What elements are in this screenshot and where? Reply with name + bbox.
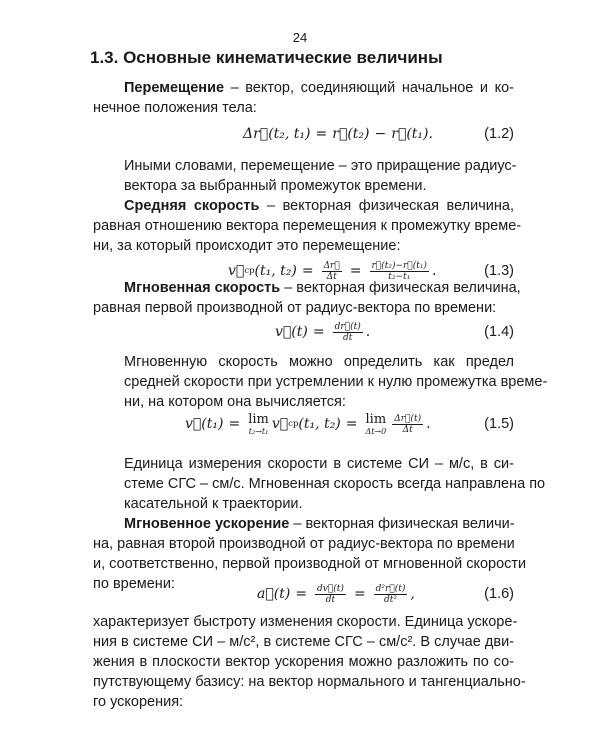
- equation-tail: .: [426, 416, 431, 432]
- paragraph-speed-units: [93, 454, 546, 514]
- text-line: характеризует быстроту изменения скорости. Единица ускоре-: [93, 614, 518, 630]
- text-line: равная первой производной от радиус-вектора по времени:: [93, 300, 497, 316]
- text-line: Мгновенную скорость можно определить как предел: [124, 354, 514, 370]
- equation-body: [275, 314, 370, 350]
- limit-subscript: t₂→t₁: [248, 426, 269, 436]
- equation-lhs: v⃗(t₁): [185, 416, 224, 432]
- text-line: [93, 196, 514, 216]
- subscript: ср: [288, 419, 299, 429]
- fraction-numerator: r⃗(t₂)−r⃗(t₁): [371, 260, 427, 271]
- fraction: [374, 584, 408, 605]
- text-line: ни, на котором она вычисляется:: [124, 394, 346, 410]
- text-line: ни, за который происходит это перемещение:: [93, 238, 401, 254]
- text-line: средней скорости при устремлении к нулю промежутка време-: [124, 374, 548, 390]
- limit-word: lim: [248, 411, 269, 427]
- term-instantaneous-acceleration: Мгновенное ускорение: [124, 516, 290, 532]
- paragraph-acceleration-units: [93, 612, 526, 712]
- text-line: [93, 278, 521, 298]
- paragraph-in-other-words: [93, 156, 517, 196]
- equation-args: (t₁, t₂): [254, 263, 297, 279]
- text-line: путствующему базису: на вектор нормального и тангенциально-: [93, 674, 526, 690]
- equals-sign: =: [301, 263, 314, 279]
- equation-args: (t₁, t₂): [298, 416, 341, 432]
- fraction-denominator: Δt: [402, 424, 413, 435]
- text-line: по времени:: [93, 576, 175, 592]
- text-line: [93, 514, 514, 534]
- equals-sign: =: [228, 416, 241, 432]
- equation-tail: .: [365, 324, 371, 340]
- limit: [365, 413, 386, 436]
- equals-sign: =: [315, 126, 328, 142]
- minus-sign: −: [374, 126, 387, 142]
- equals-sign: =: [353, 586, 366, 602]
- equation-tail: ,: [410, 586, 415, 602]
- limit-subscript: Δt→0: [365, 426, 387, 436]
- equation-number: (1.6): [484, 586, 514, 602]
- text-line: ния в системе СИ – м/с², в системе СГС – см/с². В случае дви-: [93, 634, 514, 650]
- equation-number: (1.2): [484, 126, 514, 142]
- term-displacement: Перемещение: [124, 80, 225, 96]
- equation-tail: .: [431, 263, 437, 279]
- equation-1-5: [93, 406, 514, 442]
- equation-lhs: v⃗: [228, 263, 245, 279]
- page-number: 24: [292, 30, 308, 45]
- text-line: нечное положения тела:: [93, 100, 257, 116]
- term-instantaneous-speed: Мгновенная скорость: [124, 280, 281, 296]
- equation-lhs: a⃗(t): [257, 586, 291, 602]
- equation-1-6: [93, 576, 514, 612]
- equation-term: v⃗: [271, 416, 289, 432]
- equation-number: (1.4): [484, 324, 514, 340]
- equals-sign: =: [312, 324, 325, 340]
- text-line: жения в плоскости вектор ускорения можно разложить по со-: [93, 654, 514, 670]
- equals-sign: =: [345, 416, 358, 432]
- equation-body: [243, 116, 433, 152]
- fraction-numerator: Δr⃗: [323, 260, 340, 271]
- text-line: вектора за выбранный промежуток времени.: [124, 178, 427, 194]
- equation-1-4: [93, 314, 514, 350]
- limit: [248, 413, 269, 436]
- equals-sign: =: [295, 586, 308, 602]
- text-fragment: – векторная физическая величина,: [266, 198, 514, 214]
- paragraph-displacement: [93, 78, 514, 118]
- text-line: [93, 78, 514, 98]
- fraction: [333, 322, 363, 343]
- equation-body: [257, 576, 415, 612]
- limit-word: lim: [365, 411, 387, 427]
- equation-lhs: v⃗(t): [275, 324, 308, 340]
- equation-1-2: [93, 116, 514, 152]
- fraction-denominator: Δt: [326, 271, 337, 282]
- fraction-numerator: dv⃗(t): [317, 583, 344, 594]
- paragraph-instantaneous-speed: [93, 278, 521, 318]
- text-line: Единица измерения скорости в системе СИ – м/с, в си-: [124, 456, 514, 472]
- fraction-denominator: dt²: [384, 594, 398, 605]
- equation-number: (1.5): [484, 416, 514, 432]
- paragraph-average-speed: [93, 196, 522, 256]
- equation-lhs: Δr⃗(t₂, t₁): [243, 126, 311, 142]
- fraction-denominator: dt: [325, 594, 336, 605]
- equation-body: [185, 406, 431, 442]
- text-line: Иными словами, перемещение – это приращение радиус-: [124, 158, 517, 174]
- equation-number: (1.3): [484, 263, 514, 279]
- text-fragment: – векторная физическая величи-: [293, 516, 515, 532]
- text-line: на, равная второй производной от радиус-вектора по времени: [93, 536, 515, 552]
- text-line: касательной к траектории.: [124, 496, 303, 512]
- fraction: [392, 414, 423, 435]
- fraction: [315, 584, 346, 605]
- section-heading: 1.3. Основные кинематические величины: [90, 48, 443, 67]
- text-line: и, соответственно, первой производной от мгновенной скорости: [93, 556, 527, 572]
- equals-sign: =: [349, 263, 362, 279]
- subscript: ср: [244, 266, 255, 276]
- paragraph-instantaneous-speed-limit: [93, 352, 548, 412]
- equation-term: r⃗(t₂): [332, 126, 370, 142]
- text-line: го ускорения:: [93, 694, 184, 710]
- fraction-numerator: Δr⃗(t): [394, 413, 422, 424]
- fraction-denominator: dt: [342, 332, 353, 343]
- text-line: стеме СГС – см/с. Мгновенная скорость всегда направлена по: [124, 476, 546, 492]
- equation-term: r⃗(t₁).: [391, 126, 433, 142]
- fraction-denominator: t₂−t₁: [388, 271, 411, 282]
- text-line: равная отношению вектора перемещения к промежутку време-: [93, 218, 522, 234]
- fraction-numerator: dr⃗(t): [334, 321, 361, 332]
- term-average-speed: Средняя скорость: [124, 198, 260, 214]
- text-fragment: – вектор, соединяющий начальное и ко-: [230, 80, 514, 96]
- text-fragment: – векторная физическая величина,: [284, 280, 521, 296]
- fraction-numerator: d²r⃗(t): [375, 583, 406, 594]
